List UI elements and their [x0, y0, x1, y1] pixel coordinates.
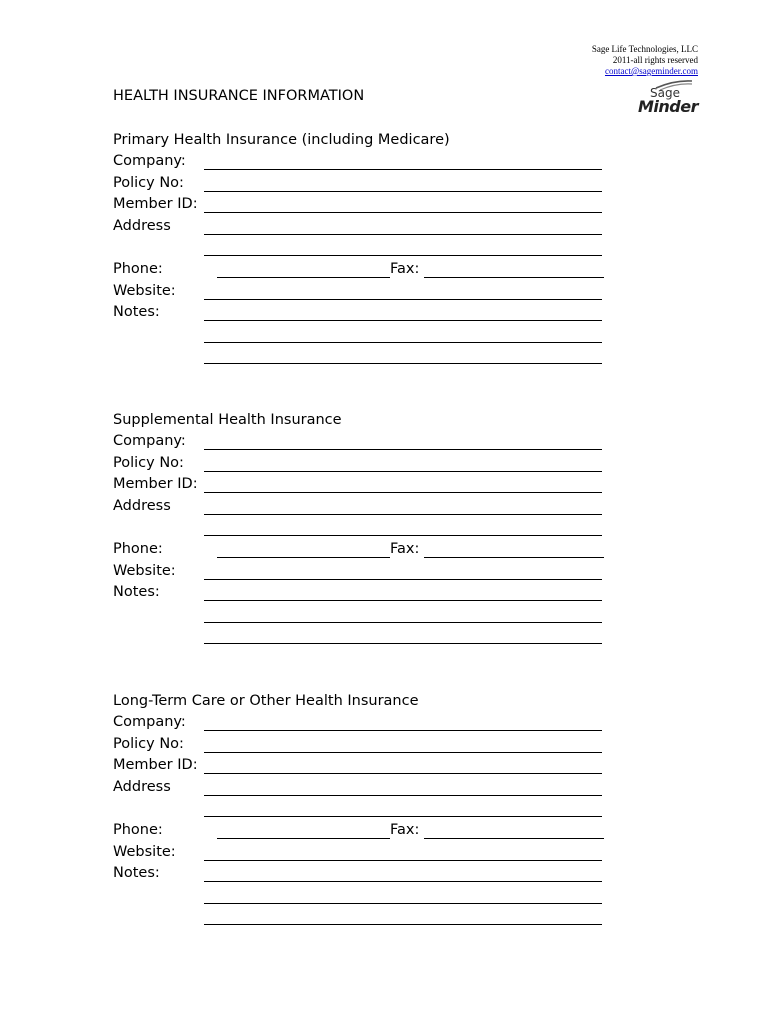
- phone-input-line[interactable]: [217, 277, 390, 278]
- website-field-row: [113, 281, 608, 303]
- address-input-line-2[interactable]: [204, 535, 602, 536]
- member-input-line[interactable]: [204, 212, 602, 213]
- policy-label: Policy No:: [113, 175, 184, 191]
- member-label: Member ID:: [113, 196, 198, 212]
- logo-minder-text: Minder: [638, 97, 698, 116]
- notes-input-line-1[interactable]: [204, 881, 602, 882]
- notes-field-row-3: [113, 906, 608, 928]
- policy-field-row: [113, 453, 608, 475]
- phone-input-line[interactable]: [217, 838, 390, 839]
- member-field-row: [113, 755, 608, 777]
- address-field-row-2: [113, 517, 608, 539]
- address-input-line-1[interactable]: [204, 234, 602, 235]
- address-label: Address: [113, 779, 171, 795]
- notes-field-row: [113, 863, 608, 885]
- company-label: Company:: [113, 714, 186, 730]
- policy-label: Policy No:: [113, 736, 184, 752]
- notes-input-line-2[interactable]: [204, 342, 602, 343]
- company-input-line[interactable]: [204, 449, 602, 450]
- section-title: Long-Term Care or Other Health Insurance: [113, 693, 419, 709]
- notes-input-line-1[interactable]: [204, 320, 602, 321]
- member-input-line[interactable]: [204, 492, 602, 493]
- notes-label: Notes:: [113, 304, 160, 320]
- policy-input-line[interactable]: [204, 752, 602, 753]
- notes-input-line-3[interactable]: [204, 643, 602, 644]
- member-field-row: [113, 194, 608, 216]
- address-input-line-1[interactable]: [204, 795, 602, 796]
- fax-input-line[interactable]: [424, 277, 604, 278]
- address-field-row: [113, 216, 608, 238]
- policy-label: Policy No:: [113, 455, 184, 471]
- policy-input-line[interactable]: [204, 471, 602, 472]
- notes-field-row-3: [113, 625, 608, 647]
- phone-label: Phone:: [113, 541, 163, 557]
- policy-input-line[interactable]: [204, 191, 602, 192]
- company-label: Company:: [113, 153, 186, 169]
- policy-field-row: [113, 173, 608, 195]
- website-label: Website:: [113, 563, 176, 579]
- page-title: HEALTH INSURANCE INFORMATION: [113, 88, 365, 104]
- notes-input-line-1[interactable]: [204, 600, 602, 601]
- notes-field-row: [113, 302, 608, 324]
- company-field-row: [113, 431, 608, 453]
- company-input-line[interactable]: [204, 730, 602, 731]
- notes-label: Notes:: [113, 865, 160, 881]
- fax-input-line[interactable]: [424, 557, 604, 558]
- phone-label: Phone:: [113, 261, 163, 277]
- company-label: Company:: [113, 433, 186, 449]
- rights-line: 2011-all rights reserved: [612, 55, 698, 65]
- section-title: Supplemental Health Insurance: [113, 412, 342, 428]
- section-title: Primary Health Insurance (including Medicare): [113, 132, 450, 148]
- phone-input-line[interactable]: [217, 557, 390, 558]
- company-field-row: [113, 151, 608, 173]
- member-label: Member ID:: [113, 757, 198, 773]
- contact-email-link[interactable]: contact@sageminder.com: [604, 66, 698, 76]
- document-header-info: [592, 44, 698, 77]
- website-input-line[interactable]: [204, 299, 602, 300]
- fax-label: Fax:: [390, 822, 420, 838]
- notes-label: Notes:: [113, 584, 160, 600]
- address-label: Address: [113, 218, 171, 234]
- address-field-row: [113, 777, 608, 799]
- sageminder-logo: [618, 78, 698, 118]
- notes-input-line-3[interactable]: [204, 363, 602, 364]
- website-label: Website:: [113, 283, 176, 299]
- address-input-line-1[interactable]: [204, 514, 602, 515]
- notes-field-row-3: [113, 345, 608, 367]
- website-field-row: [113, 842, 608, 864]
- member-label: Member ID:: [113, 476, 198, 492]
- member-input-line[interactable]: [204, 773, 602, 774]
- address-input-line-2[interactable]: [204, 255, 602, 256]
- phone-fax-row: [113, 820, 608, 842]
- phone-fax-row: [113, 259, 608, 281]
- notes-input-line-2[interactable]: [204, 903, 602, 904]
- notes-field-row-2: [113, 604, 608, 626]
- notes-field-row-2: [113, 324, 608, 346]
- company-line: Sage Life Technologies, LLC: [591, 44, 698, 54]
- company-field-row: [113, 712, 608, 734]
- address-field-row-2: [113, 237, 608, 259]
- member-field-row: [113, 474, 608, 496]
- address-field-row: [113, 496, 608, 518]
- website-input-line[interactable]: [204, 860, 602, 861]
- company-input-line[interactable]: [204, 169, 602, 170]
- notes-input-line-2[interactable]: [204, 622, 602, 623]
- fax-label: Fax:: [390, 261, 420, 277]
- website-field-row: [113, 561, 608, 583]
- phone-label: Phone:: [113, 822, 163, 838]
- fax-label: Fax:: [390, 541, 420, 557]
- website-label: Website:: [113, 844, 176, 860]
- notes-field-row-2: [113, 885, 608, 907]
- fax-input-line[interactable]: [424, 838, 604, 839]
- address-field-row-2: [113, 798, 608, 820]
- address-label: Address: [113, 498, 171, 514]
- notes-input-line-3[interactable]: [204, 924, 602, 925]
- policy-field-row: [113, 734, 608, 756]
- phone-fax-row: [113, 539, 608, 561]
- notes-field-row: [113, 582, 608, 604]
- address-input-line-2[interactable]: [204, 816, 602, 817]
- logo-sage-text: Sage: [650, 86, 680, 100]
- website-input-line[interactable]: [204, 579, 602, 580]
